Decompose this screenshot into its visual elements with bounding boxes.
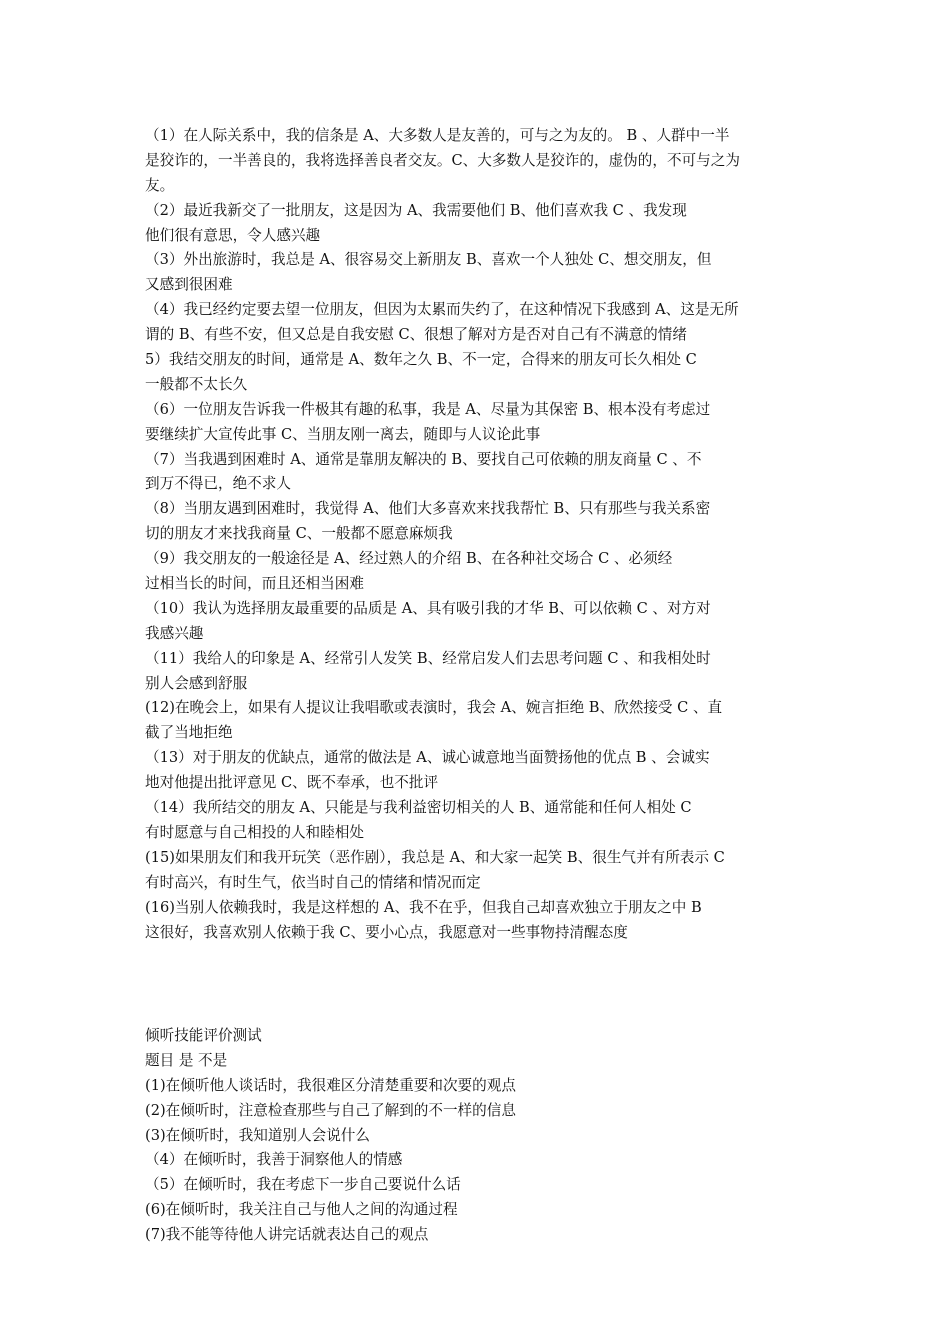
questionnaire-line: 过相当长的时间，而且还相当困难 xyxy=(145,575,364,593)
test-items xyxy=(145,1074,810,1248)
questionnaire-line: (15)如果朋友们和我开玩笑（恶作剧），我总是 A、和大家一起笑 B、很生气并有所表示 C xyxy=(145,848,725,866)
questionnaire-line: 是狡诈的，一半善良的，我将选择善良者交友。C、大多数人是狡诈的，虚伪的，不可与之为 xyxy=(145,151,740,169)
questionnaire-line: 谓的 B、有些不安，但又总是自我安慰 C、很想了解对方是否对自己有不满意的情绪 xyxy=(145,326,687,344)
questionnaire-line: （10）我认为选择朋友最重要的品质是 A、具有吸引我的才华 B、可以依赖 C 、对方对 xyxy=(145,599,711,617)
questionnaire-line: 这很好，我喜欢别人依赖于我 C、要小心点，我愿意对一些事物持清醒态度 xyxy=(145,923,628,941)
questionnaire-line: 地对他提出批评意见 C、既不奉承，也不批评 xyxy=(145,774,439,792)
test-item: (3)在倾听时，我知道别人会说什么 xyxy=(145,1126,370,1144)
questionnaire-line: 要继续扩大宣传此事 C、当朋友刚一离去，随即与人议论此事 xyxy=(145,425,541,443)
questionnaire-line: （8）当朋友遇到困难时，我觉得 A、他们大多喜欢来找我帮忙 B、只有那些与我关系密 xyxy=(145,500,711,518)
questionnaire-line: (16)当别人依赖我时，我是这样想的 A、我不在乎，但我自己却喜欢独立于朋友之中 B xyxy=(145,898,702,916)
questionnaire-line: （6）一位朋友告诉我一件极其有趣的私事，我是 A、尽量为其保密 B、根本没有考虑过 xyxy=(145,400,711,418)
questionnaire-line: （11）我给人的印象是 A、经常引人发笑 B、经常启发人们去思考问题 C 、和我相处时 xyxy=(145,649,711,667)
test-item: (2)在倾听时，注意检查那些与自己了解到的不一样的信息 xyxy=(145,1101,516,1119)
questionnaire-line: 有时愿意与自己相投的人和睦相处 xyxy=(145,823,364,841)
questionnaire-line: （7）当我遇到困难时 A、通常是靠朋友解决的 B、要找自己可依赖的朋友商量 C 、不 xyxy=(145,450,702,468)
questionnaire-line: 5）我结交朋友的时间，通常是 A、数年之久 B、不一定，合得来的朋友可长久相处 C xyxy=(145,351,697,369)
friendship-questionnaire xyxy=(145,124,810,945)
test-item: (1)在倾听他人谈话时，我很难区分清楚重要和次要的观点 xyxy=(145,1076,516,1094)
test-item: （5）在倾听时，我在考虑下一步自己要说什么话 xyxy=(145,1176,461,1194)
questionnaire-line: 我感兴趣 xyxy=(145,624,204,642)
questionnaire-line: （14）我所结交的朋友 A、只能是与我利益密切相关的人 B、通常能和任何人相处 C xyxy=(145,799,692,817)
test-item: (6)在倾听时，我关注自己与他人之间的沟通过程 xyxy=(145,1201,458,1219)
questionnaire-line: 截了当地拒绝 xyxy=(145,724,233,742)
questionnaire-line: （4）我已经约定要去望一位朋友，但因为太累而失约了，在这种情况下我感到 A、这是无所 xyxy=(145,301,739,319)
listening-skills-test xyxy=(145,1024,810,1248)
questionnaire-line: 一般都不太长久 xyxy=(145,375,248,393)
questionnaire-line: (12)在晚会上，如果有人提议让我唱歌或表演时，我会 A、婉言拒绝 B、欣然接受 C 、直 xyxy=(145,699,723,717)
questionnaire-line: 友。 xyxy=(145,176,175,194)
test-title: 倾听技能评价测试 xyxy=(145,1027,262,1044)
questionnaire-line: （9）我交朋友的一般途径是 A、经过熟人的介绍 B、在各种社交场合 C 、必须经 xyxy=(145,550,673,568)
questionnaire-line: （1）在人际关系中，我的信条是 A、大多数人是友善的，可与之为友的。 B 、人群中一半 xyxy=(145,127,730,144)
questionnaire-line: 别人会感到舒服 xyxy=(145,674,248,692)
questionnaire-line: 有时高兴，有时生气，依当时自己的情绪和情况而定 xyxy=(145,873,481,891)
test-item: （4）在倾听时，我善于洞察他人的情感 xyxy=(145,1151,403,1169)
questionnaire-line: 切的朋友才来找我商量 C、一般都不愿意麻烦我 xyxy=(145,525,453,543)
questionnaire-line: 到万不得已，绝不求人 xyxy=(145,475,291,493)
questionnaire-line: （3）外出旅游时，我总是 A、很容易交上新朋友 B、喜欢一个人独处 C、想交朋友，但 xyxy=(145,251,712,269)
test-item: (7)我不能等待他人讲完话就表达自己的观点 xyxy=(145,1226,429,1244)
questionnaire-line: 他们很有意思，令人感兴趣 xyxy=(145,226,321,244)
questionnaire-line: （2）最近我新交了一批朋友，这是因为 A、我需要他们 B、他们喜欢我 C 、我发现 xyxy=(145,201,687,219)
test-table-header: 题目 是 不是 xyxy=(145,1051,228,1069)
questionnaire-line: （13）对于朋友的优缺点，通常的做法是 A、诚心诚意地当面赞扬他的优点 B 、会诚实 xyxy=(145,749,710,767)
questionnaire-line: 又感到很困难 xyxy=(145,276,233,294)
